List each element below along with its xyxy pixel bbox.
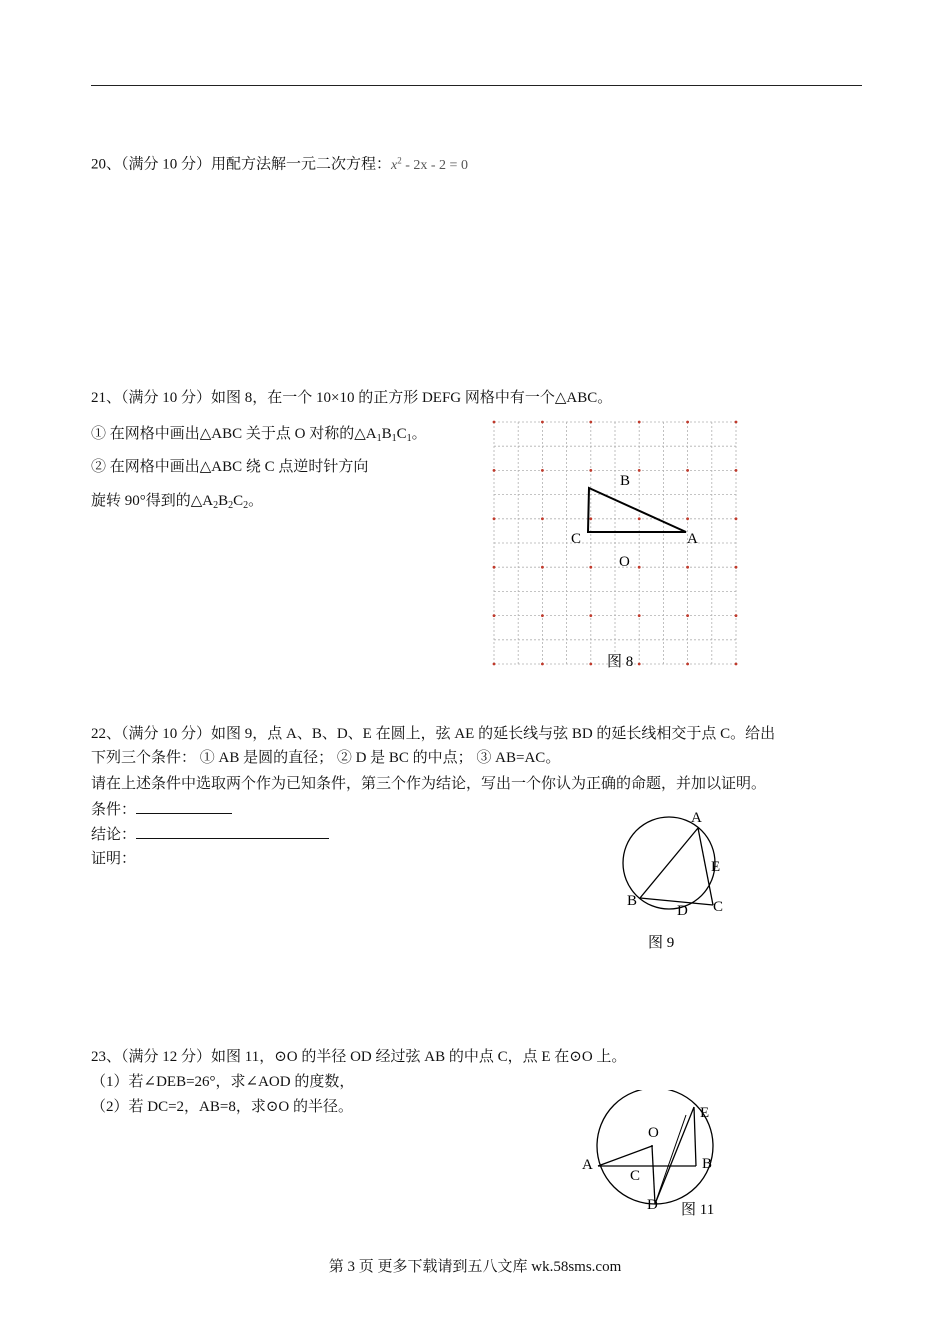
fig11-line-ao (598, 1146, 652, 1166)
grid-dot (638, 517, 641, 520)
grid-dot (589, 517, 592, 520)
grid-dot (589, 469, 592, 472)
q22-line-1: 22、（满分 10 分）如图 9，点 A、B、D、E 在圆上，弦 AE 的延长线与弦 BD 的延长线相交于点 C。给出 (91, 726, 776, 742)
grid-dot (541, 421, 544, 424)
q22-proof: 证明： (91, 851, 137, 867)
grid-dot (735, 517, 738, 520)
grid-dot (541, 566, 544, 569)
grid-dot (686, 663, 689, 666)
grid-dot (686, 566, 689, 569)
q20-label: 20、（满分 10 分）用配方法解一元二次方程： (91, 156, 392, 173)
grid-dot (735, 469, 738, 472)
fig8-caption: 图 8 (607, 654, 634, 670)
fig9-caption: 图 9 (648, 935, 675, 951)
grid-dot (638, 566, 641, 569)
fig11-label-d: D (647, 1197, 658, 1213)
fig11-label-c: C (630, 1168, 641, 1184)
fig8-label-a: A (687, 531, 698, 547)
fig11-caption: 图 11 (681, 1202, 715, 1218)
fig11-helper-line (655, 1115, 686, 1204)
figure-11 (576, 1090, 726, 1220)
grid-dot (541, 614, 544, 617)
header-rule (91, 85, 862, 86)
grid-dot (735, 614, 738, 617)
q20-equation: $x^2 - 2x - 2 = 0$ (391, 155, 468, 173)
fig11-line-de (655, 1107, 694, 1204)
fig11-label-a: A (582, 1157, 593, 1173)
q21-item-1: ① 在网格中画出△ABC 关于点 O 对称的$\triangle A_1B_1C_1$。 (91, 426, 427, 444)
figure-8-grid (494, 422, 736, 664)
fig9-label-b: B (627, 893, 638, 909)
fig8-label-c: C (571, 531, 582, 547)
grid-dot (493, 614, 496, 617)
fig11-line-eb (694, 1107, 696, 1166)
fig11-label-b: B (702, 1156, 713, 1172)
grid-dot (541, 663, 544, 666)
q22-line-3: 请在上述条件中选取两个作为已知条件，第三个作为结论，写出一个你认为正确的命题，并加以证明。 (91, 776, 767, 792)
conclusion-blank[interactable] (136, 824, 329, 839)
fig11-label-e: E (700, 1105, 710, 1121)
grid-dot (589, 663, 592, 666)
grid-dot (493, 566, 496, 569)
grid-dot (686, 421, 689, 424)
grid-dot (735, 663, 738, 666)
grid-dot (638, 421, 641, 424)
fig8-label-o: O (619, 554, 630, 570)
fig9-label-e: E (711, 859, 721, 875)
condition-blank[interactable] (136, 799, 232, 814)
grid-dot (493, 421, 496, 424)
grid-dot (493, 469, 496, 472)
fig9-label-d: D (677, 903, 688, 919)
q22-condition: 条件： (91, 799, 232, 820)
q21-title: 21、（满分 10 分）如图 8，在一个 10×10 的正方形 DEFG 网格中有一个△ABC。 (91, 390, 613, 406)
q20-text (91, 150, 468, 176)
q22-line-2: 下列三个条件： ① AB 是圆的直径； ② D 是 BC 的中点； ③ AB=AC。 (91, 750, 561, 766)
q23-line-1: 23、（满分 12 分）如图 11，⊙O 的半径 OD 经过弦 AB 的中点 C，点 E 在⊙O 上。 (91, 1049, 627, 1065)
grid-dot (493, 663, 496, 666)
fig8-label-b: B (620, 473, 631, 489)
page-footer: 第 3 页 更多下载请到五八文库 wk.58sms.com (328, 1259, 622, 1275)
grid-dot (589, 566, 592, 569)
q23-line-3: （2）若 DC=2，AB=8，求⊙O 的半径。 (91, 1099, 353, 1115)
grid-dot (686, 614, 689, 617)
grid-dot (638, 614, 641, 617)
grid-dot (541, 469, 544, 472)
grid-dot (589, 614, 592, 617)
figure-9 (612, 806, 742, 956)
fig11-label-o: O (648, 1125, 659, 1141)
grid-dot (735, 421, 738, 424)
grid-dot (541, 517, 544, 520)
q21-item-2-cont: 旋转 90°得到的$\triangle A_2B_2C_2$。 (91, 493, 264, 511)
grid-dot (493, 517, 496, 520)
fig9-chord-ab (640, 828, 698, 898)
grid-dot (686, 469, 689, 472)
figure-8 (486, 412, 746, 674)
q21-item-2: ② 在网格中画出△ABC 绕 C 点逆时针方向 (91, 459, 369, 475)
q23-line-2: （1）若∠DEB=26°，求∠AOD 的度数， (91, 1074, 355, 1090)
grid-dot (686, 517, 689, 520)
fig9-label-c: C (713, 899, 724, 915)
grid-dot (638, 469, 641, 472)
fig9-label-a: A (691, 810, 702, 826)
grid-dot (735, 566, 738, 569)
fig11-radius-od (652, 1146, 655, 1204)
grid-dot (589, 421, 592, 424)
q22-conclusion: 结论： (91, 824, 329, 845)
grid-dot (638, 663, 641, 666)
